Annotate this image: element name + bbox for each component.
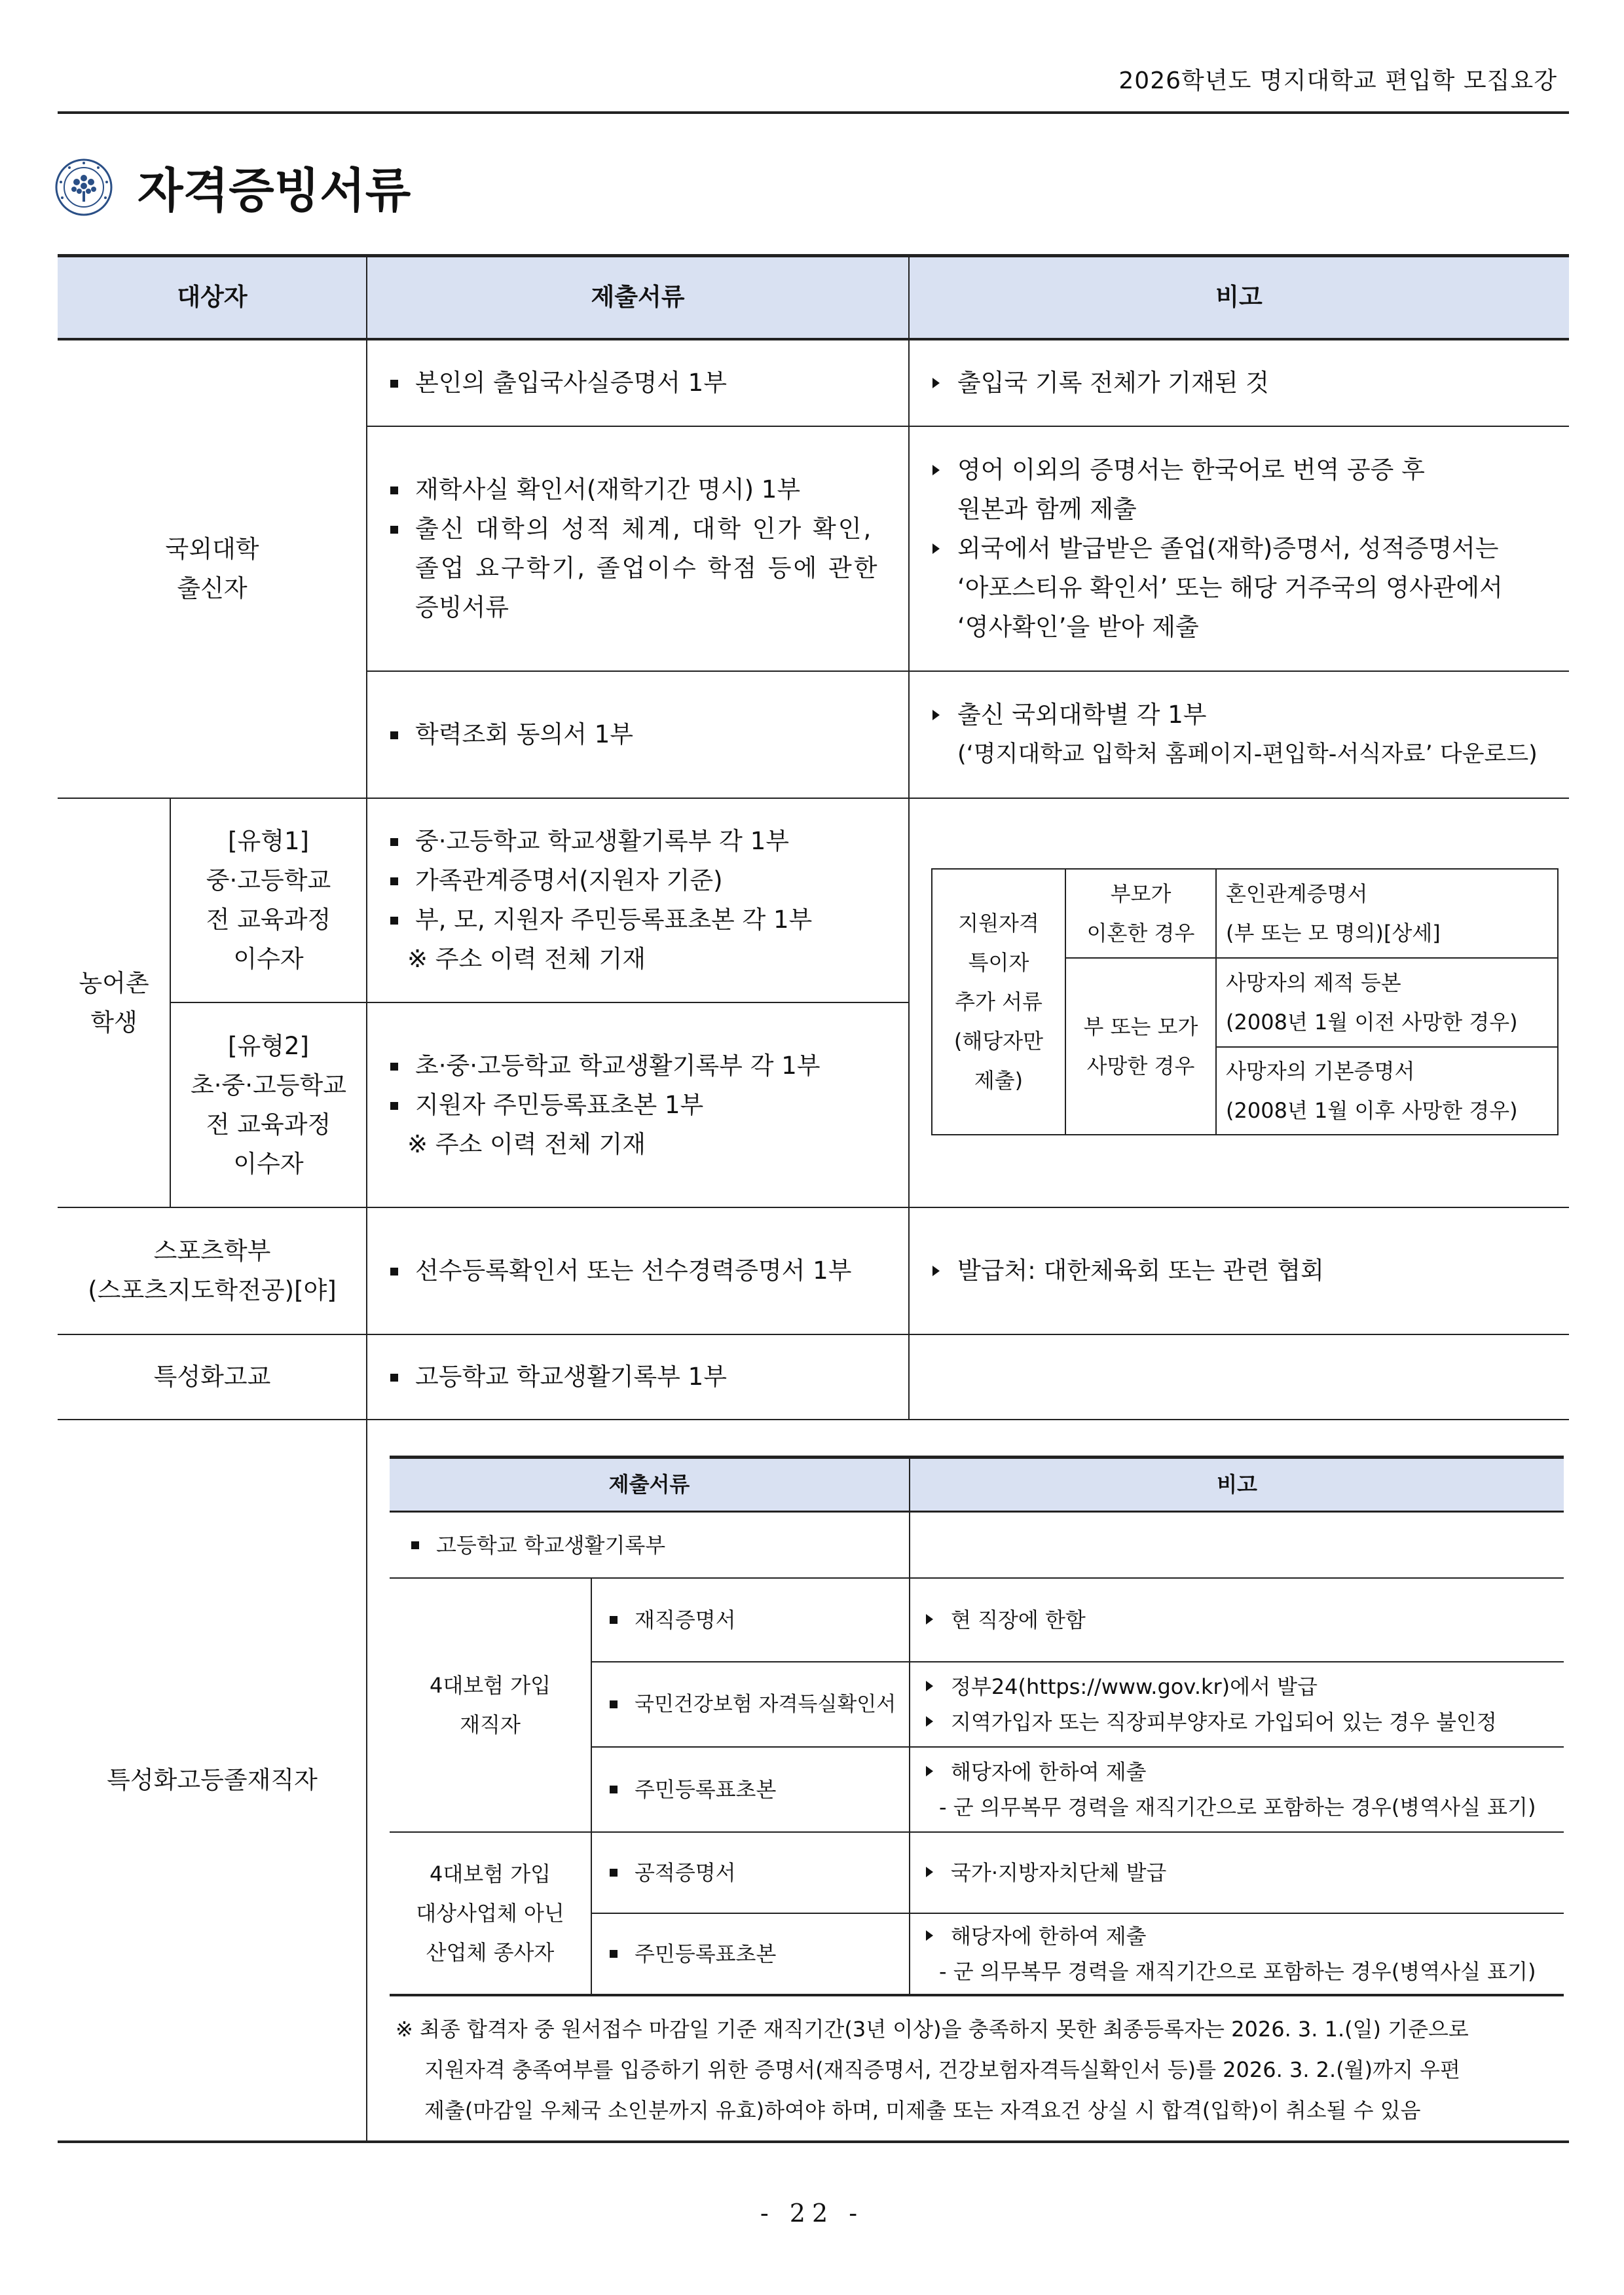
university-seal-icon <box>55 158 113 216</box>
square-bullet-icon <box>386 1357 415 1397</box>
square-bullet-icon <box>386 1086 415 1125</box>
square-bullet-icon <box>606 1600 635 1640</box>
square-bullet-icon <box>606 1770 635 1809</box>
square-bullet-icon <box>386 509 415 549</box>
worker-record-doc: 고등학교 학교생활기록부 <box>407 1513 905 1577</box>
target-rural-students: 농어촌 학생 <box>79 968 149 1037</box>
triangle-bullet-icon <box>922 1600 951 1640</box>
non-insured-doc-official: 공적증명서 <box>606 1833 907 1913</box>
square-bullet-icon <box>386 363 415 403</box>
insured-note-health-insurance: 정부24(https://www.gov.kr)에서 발급 지역가입자 또는 직장피부양자로 가입되어 있는 경우 불인정 <box>922 1662 1561 1746</box>
table-top-rule <box>58 254 1569 257</box>
triangle-bullet-icon <box>922 1919 951 1954</box>
insured-doc-health-insurance: 국민건강보험 자격득실확인서 <box>606 1662 907 1746</box>
insured-doc-resident-abstract: 주민등록표초본 <box>606 1748 907 1831</box>
foreign-docs-2: 재학사실 확인서(재학기간 명시) 1부 출신 대학의 성적 체계, 대학 인가 확인, 졸업 요구학기, 졸업이수 학점 등에 관한 증빙서류 <box>386 427 904 670</box>
square-bullet-icon <box>606 1685 635 1724</box>
triangle-bullet-icon <box>929 695 957 735</box>
sports-notes: 발급처: 대한체육회 또는 관련 협회 <box>929 1208 1564 1334</box>
divorced-label: 부모가 이혼한 경우 <box>1086 881 1195 946</box>
triangle-bullet-icon <box>922 1853 951 1892</box>
inner-col-rule <box>1215 868 1217 1135</box>
nested-col-rule <box>909 1457 910 1995</box>
foreign-notes-1: 출입국 기록 전체가 기재된 것 <box>929 340 1564 426</box>
rural-type1-docs: 중·고등학교 학교생활기록부 각 1부 가족관계증명서(지원자 기준) 부, 모, 지원자 주민등록표초본 각 1부 ※ 주소 이력 전체 기재 <box>386 799 904 1002</box>
target-specialized-hs: 특성화고교 <box>153 1363 271 1391</box>
square-bullet-icon <box>606 1934 635 1974</box>
header-documents: 제출서류 <box>591 283 685 311</box>
target-foreign-university: 국외대학 출신자 <box>165 535 259 602</box>
triangle-bullet-icon <box>929 363 957 403</box>
specialized-hs-docs: 고등학교 학교생활기록부 1부 <box>386 1335 904 1419</box>
triangle-bullet-icon <box>929 450 957 490</box>
foreign-docs-3: 학력조회 동의서 1부 <box>386 672 904 798</box>
sports-docs: 선수등록확인서 또는 선수경력증명서 1부 <box>386 1208 904 1334</box>
insured-worker-label: 4대보험 가입 재직자 <box>429 1673 551 1737</box>
non-insured-doc-resident-abstract: 주민등록표초본 <box>606 1914 907 1994</box>
foreign-docs-1: 본인의 출입국사실증명서 1부 <box>386 340 904 426</box>
deceased-label: 부 또는 모가 사망한 경우 <box>1083 1014 1198 1078</box>
square-bullet-icon <box>407 1526 436 1565</box>
header-remarks: 비고 <box>1215 283 1263 311</box>
square-bullet-icon <box>386 470 415 509</box>
nested-col-rule <box>591 1578 592 1995</box>
square-bullet-icon <box>386 822 415 861</box>
square-bullet-icon <box>386 861 415 900</box>
square-bullet-icon <box>386 1251 415 1291</box>
rural-type1-label: [유형1] 중·고등학교 전 교육과정 이수자 <box>206 827 331 973</box>
target-sports: 스포츠학부 (스포츠지도학전공)[야] <box>88 1237 337 1304</box>
nested-header-remarks: 비고 <box>1217 1472 1257 1497</box>
nested-bottom-rule <box>390 1994 1564 1996</box>
non-insured-note-resident-abstract: 해당자에 한하여 제출 - 군 의무복무 경력을 재직기간으로 포함하는 경우(병역사실 표기) <box>922 1914 1561 1994</box>
col-rule-2 <box>908 255 910 1420</box>
insured-doc-employment: 재직증명서 <box>606 1579 907 1661</box>
table-bottom-rule <box>58 2140 1569 2143</box>
triangle-bullet-icon <box>922 1704 951 1740</box>
nested-header-documents: 제출서류 <box>608 1472 690 1497</box>
foreign-notes-3: 출신 국외대학별 각 1부 (‘명지대학교 입학처 홈페이지-편입학-서식자료’ 다운로드) <box>929 672 1564 798</box>
rural-type2-docs: 초·중·고등학교 학교생활기록부 각 1부 지원자 주민등록표초본 1부 ※ 주소 이력 전체 기재 <box>386 1003 904 1207</box>
triangle-bullet-icon <box>929 1251 957 1291</box>
additional-docs-label: 지원자격 특이자 추가 서류 (해당자만 제출) <box>953 911 1044 1093</box>
page-number: - 22 - <box>760 2199 864 2228</box>
section-title: 자격증빙서류 <box>138 163 411 218</box>
triangle-bullet-icon <box>922 1754 951 1790</box>
square-bullet-icon <box>606 1853 635 1892</box>
non-insured-worker-label: 4대보험 가입 대상사업체 아닌 산업체 종사자 <box>416 1862 564 1965</box>
square-bullet-icon <box>386 715 415 754</box>
header-rule <box>58 111 1569 114</box>
deceased-doc-before-2008: 사망자의 제적 등본 (2008년 1월 이전 사망한 경우) <box>1226 970 1518 1035</box>
target-specialized-workers: 특성화고등졸재직자 <box>107 1766 318 1794</box>
insured-note-resident-abstract: 해당자에 한하여 제출 - 군 의무복무 경력을 재직기간으로 포함하는 경우(병역사실 표기) <box>922 1748 1561 1831</box>
rural-type2-label: [유형2] 초·중·고등학교 전 교육과정 이수자 <box>191 1031 346 1178</box>
running-header: 2026학년도 명지대학교 편입학 모집요강 <box>1118 67 1557 94</box>
header-target: 대상자 <box>177 283 248 311</box>
non-insured-note-official: 국가·지방자치단체 발급 <box>922 1833 1561 1913</box>
deceased-doc-after-2008: 사망자의 기본증명서 (2008년 1월 이후 사망한 경우) <box>1226 1059 1518 1123</box>
worker-footnote: ※ 최종 합격자 중 원서접수 마감일 기준 재직기간(3년 이상)을 충족하지 못한 최종등록자는 2026. 3. 1.(일) 기준으로 지원자격 충족여부를 입증하기 위한 증명서(재직증명서, 건강보험자격득실확인서 등)를 2026. 3. 2.(월)까지 우편 제출(마감일 우체국 소인분까지 유효)하여야 하며, 미제출 또는 자격요건 상실 시 합격(입학)이 취소될 수 있음 <box>396 2017 1469 2123</box>
triangle-bullet-icon <box>929 529 957 568</box>
insured-note-employment: 현 직장에 한함 <box>922 1579 1561 1661</box>
square-bullet-icon <box>386 900 415 940</box>
foreign-notes-2: 영어 이외의 증명서는 한국어로 번역 공증 후 원본과 함께 제출 외국에서 발급받은 졸업(재학)증명서, 성적증명서는 ‘아포스티유 확인서’ 또는 해당 거주국의 영사관에서 ‘영사확인’을 받아 제출 <box>929 427 1564 670</box>
square-bullet-icon <box>386 1046 415 1086</box>
triangle-bullet-icon <box>922 1669 951 1704</box>
divorced-doc: 혼인관계증명서 (부 또는 모 명의)[상세] <box>1226 881 1441 946</box>
